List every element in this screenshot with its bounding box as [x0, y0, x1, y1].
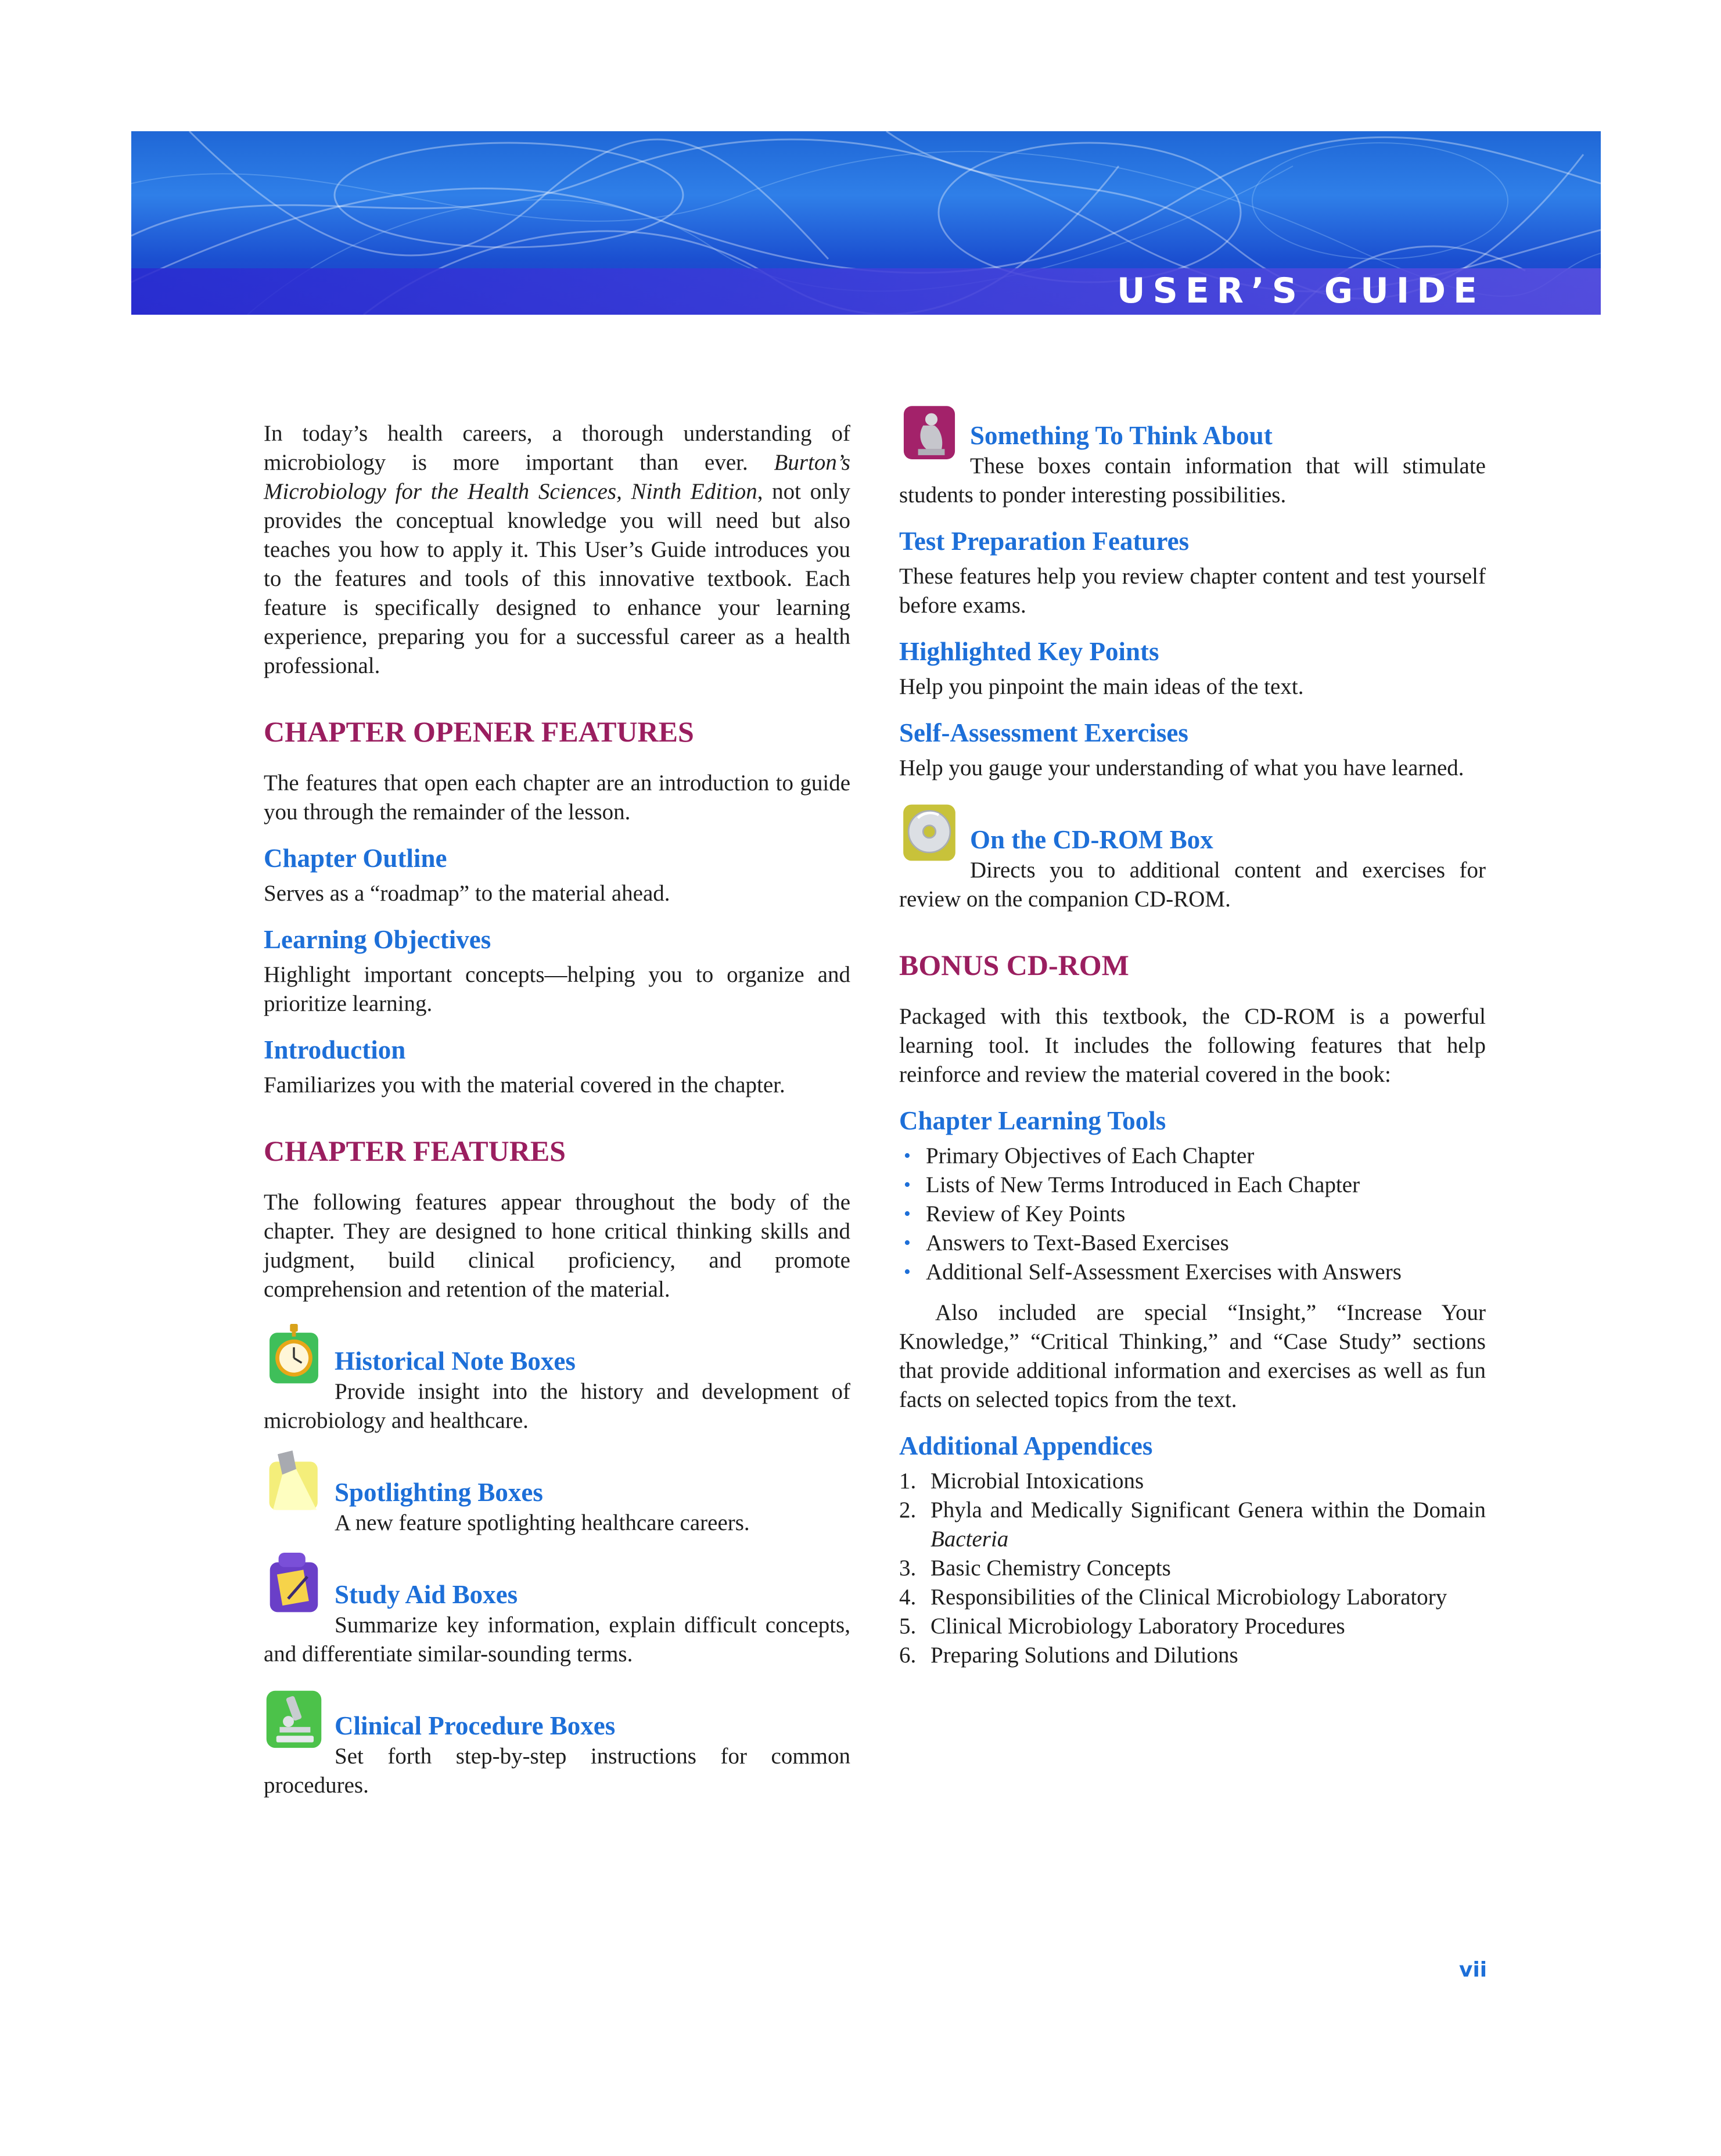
cd-rom-icon [899, 802, 960, 863]
think-about-block [899, 419, 1486, 510]
list-item-text: Preparing Solutions and Dilutions [930, 1643, 1238, 1668]
bullet-icon: • [904, 1261, 911, 1283]
list-item-text: Answers to Text-Based Exercises [926, 1230, 1229, 1255]
chapter-outline-text: Serves as a “roadmap” to the material ahead. [264, 881, 670, 906]
clinical-procedure-text: Set forth step-by-step instructions for common procedures. [264, 1744, 850, 1798]
think-about-text: These boxes contain information that will stimulate students to ponder interesting possibilities. [899, 453, 1486, 507]
list-number: 6. [899, 1643, 917, 1668]
list-number: 4. [899, 1585, 917, 1610]
bonus-cd-rom-heading: BONUS CD-ROM [899, 949, 1129, 981]
left-column [264, 419, 850, 1800]
list-item [899, 1583, 1486, 1612]
list-item-text: Primary Objectives of Each Chapter [926, 1143, 1255, 1168]
spotlighting-block [264, 1476, 850, 1538]
appendices-list [899, 1467, 1486, 1670]
intro-text-end: , not only provides the conceptual knowledge you will need but also teaches you how to apply it. This User’s Guide introduces you to the features and tools of this innovative textbook. Each feature is specifically designed to enhance your learning experience, preparing you for a successful career as a health professional. [264, 479, 850, 678]
bullet-icon: • [904, 1174, 911, 1196]
list-item-text: Clinical Microbiology Laboratory Procedures [930, 1614, 1345, 1639]
list-item-text: Additional Self-Assessment Exercises with Answers [926, 1259, 1402, 1284]
chapter-opener-heading: CHAPTER OPENER FEATURES [264, 715, 694, 748]
list-item [899, 1142, 1486, 1171]
key-points-heading: Highlighted Key Points [899, 637, 1159, 666]
spotlight-icon [264, 1450, 324, 1511]
self-assessment-text: Help you gauge your understanding of what you have learned. [899, 755, 1464, 780]
key-points-text: Help you pinpoint the main ideas of the text. [899, 674, 1304, 699]
list-item-text: Basic Chemistry Concepts [930, 1556, 1171, 1581]
historical-note-heading: Historical Note Boxes [335, 1347, 576, 1376]
cd-rom-box-text: Directs you to additional content and exercises for review on the companion CD-ROM. [899, 858, 1486, 912]
chapter-features-text: The following features appear throughout the body of the chapter. They are designed to hone critical thinking skills and judgment, build clinical proficiency, and promote comprehension and retention of the material. [264, 1190, 850, 1302]
notepad-pencil-icon [264, 1553, 324, 1613]
page-title: USER’S GUIDE [1116, 271, 1485, 311]
clinical-procedure-heading: Clinical Procedure Boxes [335, 1711, 616, 1740]
think-about-heading: Something To Think About [970, 421, 1273, 450]
bullet-icon: • [904, 1145, 911, 1167]
test-prep-text: These features help you review chapter content and test yourself before exams. [899, 564, 1486, 618]
intro-text-start: In today’s health careers, a thorough understanding of microbiology is more important than ever. [264, 421, 850, 475]
appendices-heading: Additional Appendices [899, 1431, 1153, 1460]
historical-note-text: Provide insight into the history and development of microbiology and healthcare. [264, 1379, 850, 1433]
header-banner [131, 131, 1601, 315]
list-number: 2. [899, 1498, 917, 1522]
test-prep-heading: Test Preparation Features [899, 527, 1190, 556]
cd-rom-box-block [899, 823, 1486, 914]
list-item [899, 1641, 1486, 1670]
bullet-icon: • [904, 1232, 911, 1254]
list-item [899, 1496, 1486, 1554]
clinical-procedure-block [264, 1709, 850, 1800]
list-item [899, 1171, 1486, 1200]
list-item-text: Responsibilities of the Clinical Microbiology Laboratory [930, 1585, 1447, 1610]
learning-tools-heading: Chapter Learning Tools [899, 1106, 1166, 1135]
list-item [899, 1554, 1486, 1583]
list-item-text: Microbial Intoxications [930, 1468, 1144, 1493]
thinker-statue-icon [899, 403, 960, 463]
list-item [899, 1258, 1486, 1287]
list-number: 1. [899, 1468, 917, 1493]
list-number: 3. [899, 1556, 917, 1581]
also-included-text: Also included are special “Insight,” “Increase Your Knowledge,” “Critical Thinking,” and “Case Study” sections that provide additional information and exercises as well as fun facts on selected topics from the text. [899, 1300, 1486, 1412]
study-aid-heading: Study Aid Boxes [335, 1580, 518, 1609]
bullet-icon: • [904, 1203, 911, 1225]
cd-rom-box-heading: On the CD-ROM Box [970, 825, 1213, 854]
introduction-text: Familiarizes you with the material covered in the chapter. [264, 1072, 785, 1097]
list-item [899, 1612, 1486, 1641]
list-number: 5. [899, 1614, 917, 1639]
chapter-features-heading: CHAPTER FEATURES [264, 1135, 566, 1167]
bonus-cd-rom-text: Packaged with this textbook, the CD-ROM is a powerful learning tool. It includes the following features that help reinforce and review the material covered in the book: [899, 1004, 1486, 1087]
spotlighting-heading: Spotlighting Boxes [335, 1478, 543, 1507]
microscope-icon [264, 1689, 324, 1749]
list-item [899, 1229, 1486, 1258]
list-item [899, 1200, 1486, 1229]
book-title: Burton’s Microbiology for the Health Sciences, Ninth Edition [264, 450, 850, 504]
learning-tools-list [899, 1142, 1486, 1287]
list-item-text: Lists of New Terms Introduced in Each Chapter [926, 1172, 1360, 1197]
intro-paragraph [264, 419, 850, 681]
stopwatch-icon [264, 1324, 324, 1384]
right-column [899, 419, 1486, 1670]
list-item-italic: Bacteria [930, 1527, 1009, 1552]
study-aid-text: Summarize key information, explain difficult concepts, and differentiate similar-sounding terms. [264, 1612, 850, 1667]
study-aid-block [264, 1578, 850, 1669]
spotlighting-text: A new feature spotlighting healthcare careers. [335, 1510, 750, 1535]
list-item-text: Review of Key Points [926, 1201, 1126, 1226]
chapter-outline-heading: Chapter Outline [264, 844, 447, 873]
list-item-text: Phyla and Medically Significant Genera within the Domain [930, 1498, 1486, 1522]
learning-objectives-heading: Learning Objectives [264, 925, 491, 954]
list-item [899, 1467, 1486, 1496]
page-number: vii [1459, 1958, 1488, 1982]
historical-note-block [264, 1345, 850, 1435]
introduction-heading: Introduction [264, 1035, 406, 1064]
self-assessment-heading: Self-Assessment Exercises [899, 718, 1188, 747]
learning-objectives-text: Highlight important concepts—helping you to organize and prioritize learning. [264, 962, 850, 1016]
chapter-opener-text: The features that open each chapter are an introduction to guide you through the remainder of the lesson. [264, 771, 850, 825]
